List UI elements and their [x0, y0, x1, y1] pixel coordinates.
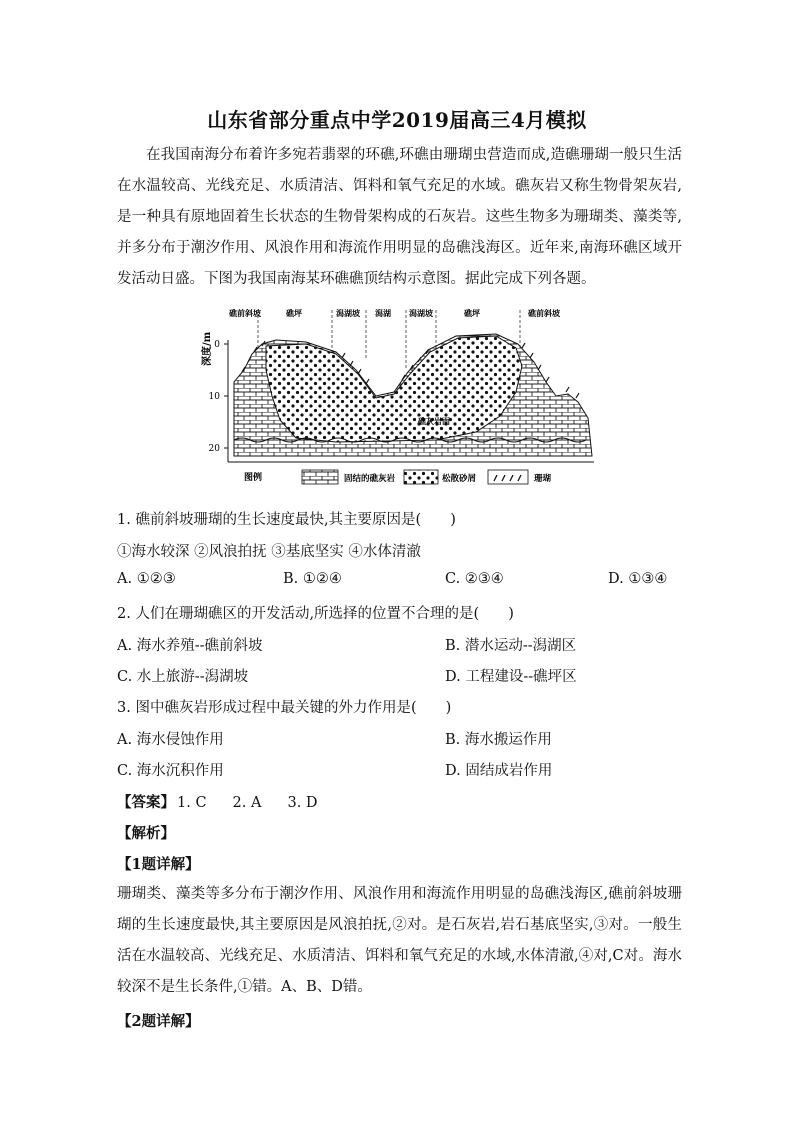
q1-option-b: B. ①②④	[283, 571, 342, 587]
loose-sand	[266, 336, 522, 442]
q3-option-c: C. 海水沉积作用	[117, 763, 224, 779]
q2-option-b: B. 潜水运动--潟湖区	[445, 638, 577, 654]
q2-stem: 2. 人们在珊瑚礁区的开发活动,所选择的位置不合理的是( )	[117, 606, 514, 622]
answer-label: 【答案】	[117, 794, 175, 811]
q1-stem: 1. 礁前斜坡珊瑚的生长速度最快,其主要原因是( )	[117, 512, 456, 528]
q1-items: ①海水较深 ②风浪拍抚 ③基底坚实 ④水体清澈	[117, 544, 421, 560]
q2-option-d: D. 工程建设--礁坪区	[445, 669, 577, 685]
detail1-paragraph	[117, 879, 682, 1003]
detail1-label: 【1题详解】	[117, 856, 200, 873]
detail2-label: 【2题详解】	[117, 1013, 200, 1030]
q2-option-c: C. 水上旅游--潟湖坡	[117, 669, 249, 685]
zone-label-fore-slope-left: 礁前斜坡	[229, 308, 261, 318]
depth-axis-label: 深度/m	[202, 331, 213, 366]
q3-option-a: A. 海水侵蚀作用	[117, 732, 224, 748]
detail1-text: 珊瑚类、藻类等多分布于潮汐作用、风浪作用和海流作用明显的岛礁浅海区,礁前斜坡珊瑚的生长速度最快,其主要原因是风浪拍抚,②对。是石灰岩,岩石基底坚实,③对。一般生活在水温较高、光线充足、水质清洁、饵料和氧气充足的水域,水体清澈,④对,C对。海水较深不是生长条件,①错。A、B、D错。	[117, 886, 682, 995]
legend-label-limestone: 固结的礁灰岩	[344, 474, 396, 484]
intro-paragraph	[117, 140, 682, 295]
answer-1: 1. C	[177, 795, 207, 811]
zone-label-lagoon-slope-left: 潟湖坡	[336, 308, 360, 318]
answer-line	[117, 791, 318, 812]
q1-option-c: C. ②③④	[445, 571, 504, 587]
intro-text: 在我国南海分布着许多宛若翡翠的环礁,环礁由珊瑚虫营造而成,造礁珊瑚一般只生活在水温较高、光线充足、水质清洁、饵料和氧气充足的水域。礁灰岩又称生物骨架灰岩,是一种具有原地固着生长状态的生物骨架构成的石灰岩。这些生物多为珊瑚类、藻类等,并多分布于潮汐作用、风浪作用和海流作用明显的岛礁浅海区。近年来,南海环礁区域开发活动日盛。下图为我国南海某环礁礁顶结构示意图。据此完成下列各题。	[117, 147, 682, 287]
q1-option-d: D. ①③④	[608, 571, 668, 587]
legend-title: 图例	[244, 473, 263, 483]
reef-structure-diagram	[196, 300, 606, 496]
zone-label-lagoon: 潟湖	[375, 308, 391, 318]
q3-option-d: D. 固结成岩作用	[445, 763, 553, 779]
q3-stem: 3. 图中礁灰岩形成过程中最关键的外力作用是( )	[117, 700, 452, 716]
answer-2: 2. A	[232, 795, 262, 811]
analysis-label: 【解析】	[117, 825, 175, 842]
q3-option-b: B. 海水搬运作用	[445, 732, 552, 748]
zone-label-reef-flat-right: 礁坪	[464, 308, 480, 318]
page-title: 山东省部分重点中学2019届高三4月模拟	[207, 108, 587, 132]
depth-tick-20: 20	[208, 444, 220, 454]
legend-label-sand: 松散砂屑	[442, 474, 477, 484]
legend-swatch-coral	[488, 470, 528, 484]
q2-option-a: A. 海水养殖--礁前斜坡	[117, 638, 263, 654]
legend-swatch-limestone	[302, 470, 338, 484]
limestone-surface-label: 礁灰岩面	[418, 416, 450, 426]
zone-label-fore-slope-right: 礁前斜坡	[528, 308, 560, 318]
legend-swatch-sand	[404, 470, 438, 484]
zone-label-reef-flat-left: 礁坪	[286, 308, 302, 318]
depth-tick-0: 0	[214, 340, 220, 350]
zone-label-lagoon-slope-right: 潟湖坡	[409, 308, 433, 318]
legend-label-coral: 珊瑚	[534, 474, 552, 484]
depth-tick-10: 10	[208, 392, 220, 402]
answer-3: 3. D	[287, 795, 318, 811]
q1-option-a: A. ①②③	[117, 571, 176, 587]
